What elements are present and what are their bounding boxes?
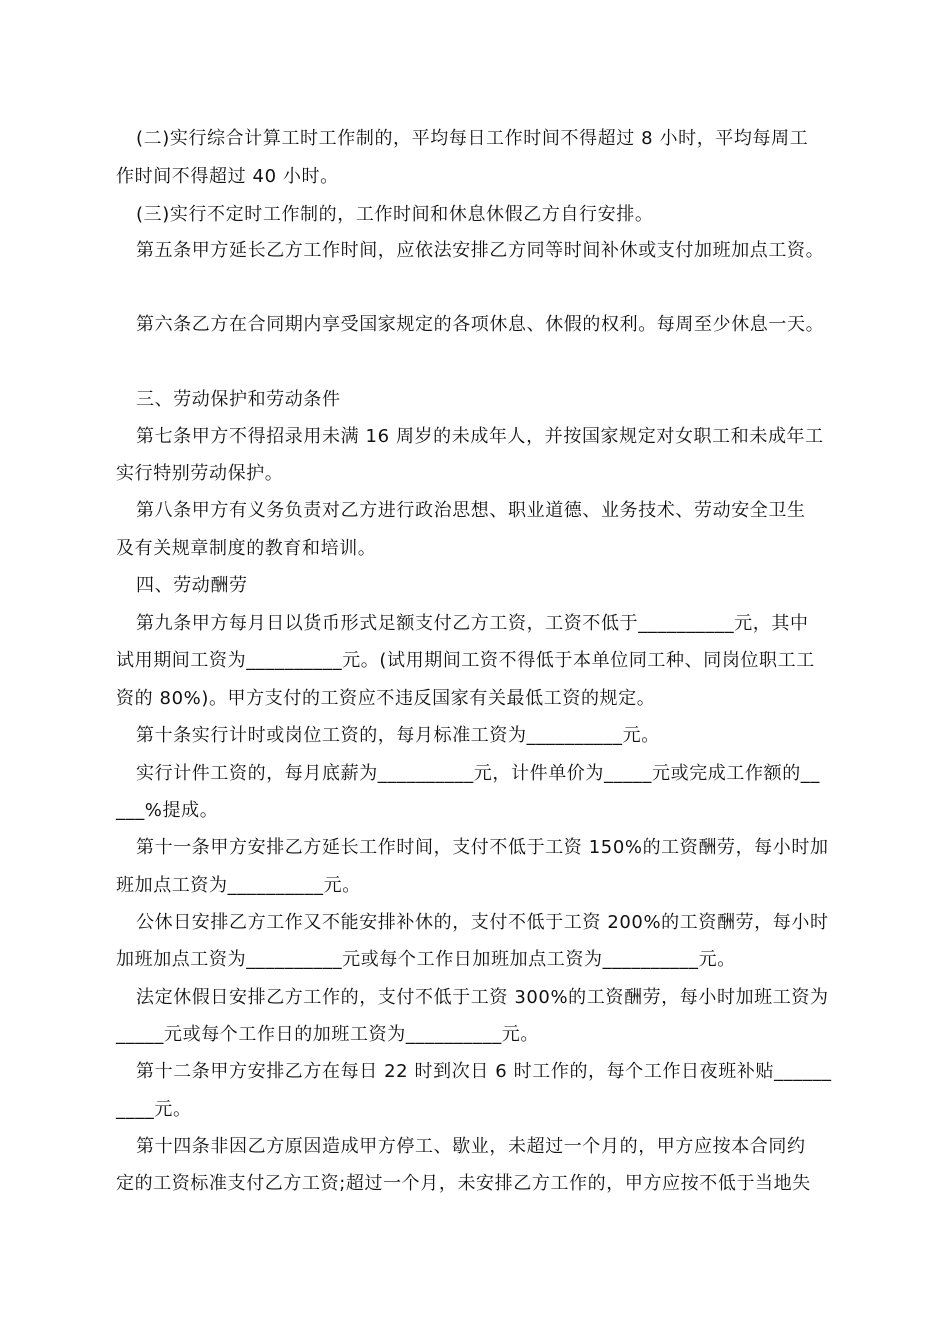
text-line xyxy=(0,1016,950,1053)
text-line xyxy=(0,232,950,269)
text-line xyxy=(0,455,950,492)
section-heading xyxy=(0,381,950,418)
heading-text: 三、劳动保护和劳动条件 xyxy=(136,389,341,410)
text-line xyxy=(0,120,950,157)
text: 第十二条甲方安排乙方在每日 22 时到次日 6 时工作的，每个工作日夜班补贴______ xyxy=(136,1061,832,1082)
text: 及有关规章制度的教育和培训。 xyxy=(116,538,377,559)
text: ___%提成。 xyxy=(116,800,219,821)
text: 第九条甲方每月日以货币形式足额支付乙方工资，工资不低于__________元，其中 xyxy=(136,613,809,634)
text-line xyxy=(0,792,950,829)
text: 实行计件工资的，每月底薪为__________元，计件单价为_____元或完成工作额的__ xyxy=(136,763,820,784)
text-line xyxy=(0,1165,950,1202)
text: 第八条甲方有义务负责对乙方进行政治思想、职业道德、业务技术、劳动安全卫生 xyxy=(136,500,806,521)
text-line xyxy=(0,867,950,904)
text: 第六条乙方在合同期内享受国家规定的各项休息、休假的权利。每周至少休息一天。 xyxy=(136,314,825,335)
text: 第七条甲方不得招录用未满 16 周岁的未成年人，并按国家规定对女职工和未成年工 xyxy=(136,426,824,447)
text: (三)实行不定时工作制的，工作时间和休息休假乙方自行安排。 xyxy=(136,204,654,225)
text: 作时间不得超过 40 小时。 xyxy=(116,166,339,187)
text-line xyxy=(0,755,950,792)
text: 第五条甲方延长乙方工作时间，应依法安排乙方同等时间补休或支付加班加点工资。 xyxy=(136,240,825,261)
text-line xyxy=(0,642,950,679)
text-line xyxy=(0,1128,950,1165)
text-line xyxy=(0,717,950,754)
text-line xyxy=(0,605,950,642)
text: 试用期间工资为__________元。(试用期间工资不得低于本单位同工种、同岗位职工工 xyxy=(116,650,815,671)
text: 第十一条甲方安排乙方延长工作时间，支付不低于工资 150%的工资酬劳，每小时加 xyxy=(136,837,829,858)
text-line xyxy=(0,306,950,343)
text-line xyxy=(0,1053,950,1090)
text: 第十四条非因乙方原因造成甲方停工、歇业，未超过一个月的，甲方应按本合同约 xyxy=(136,1136,806,1157)
text: ____元。 xyxy=(116,1099,192,1120)
heading-text: 四、劳动酬劳 xyxy=(136,575,248,596)
text: 实行特别劳动保护。 xyxy=(116,463,284,484)
text: 定的工资标准支付乙方工资;超过一个月，未安排乙方工作的，甲方应按不低于当地失 xyxy=(116,1173,811,1194)
text: 加班加点工资为__________元或每个工作日加班加点工资为__________元。 xyxy=(116,949,736,970)
text-line xyxy=(0,904,950,941)
text: _____元或每个工作日的加班工资为__________元。 xyxy=(116,1024,539,1045)
text: (二)实行综合计算工时工作制的，平均每日工作时间不得超过 8 小时，平均每周工 xyxy=(136,128,809,149)
text-line xyxy=(0,1091,950,1128)
text: 法定休假日安排乙方工作的，支付不低于工资 300%的工资酬劳，每小时加班工资为 xyxy=(136,987,829,1008)
text: 第十条实行计时或岗位工资的，每月标准工资为__________元。 xyxy=(136,725,660,746)
text-line xyxy=(0,492,950,529)
text-line xyxy=(0,530,950,567)
section-heading xyxy=(0,567,950,604)
text-line xyxy=(0,158,950,195)
text-line xyxy=(0,979,950,1016)
text-line xyxy=(0,196,950,233)
text-line xyxy=(0,418,950,455)
text: 资的 80%)。甲方支付的工资应不违反国家有关最低工资的规定。 xyxy=(116,688,656,709)
text: 班加点工资为__________元。 xyxy=(116,875,361,896)
text-line xyxy=(0,680,950,717)
text-line xyxy=(0,829,950,866)
text: 公休日安排乙方工作又不能安排补休的，支付不低于工资 200%的工资酬劳，每小时 xyxy=(136,912,829,933)
text-line xyxy=(0,941,950,978)
